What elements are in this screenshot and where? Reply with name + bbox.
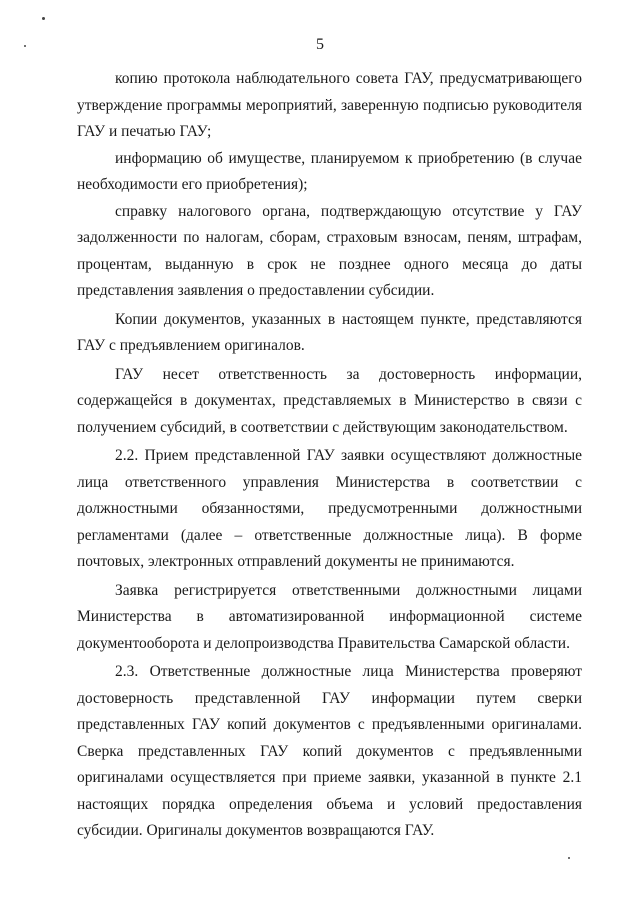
page-number: 5	[316, 36, 324, 53]
scan-speck	[568, 857, 570, 859]
paragraph-2-3: 2.3. Ответственные должностные лица Министерства проверяют достоверность представленной ГАУ информации путем сверки представленных ГАУ копий документов с предъявленными оригиналами. Сверка представленных ГАУ копий документов с предъявленными оригиналами осуществляется при приеме заявки, указанной в пункте 2.1 настоящих порядка определения объема и условий предоставления субсидии. Оригиналы документов возвращаются ГАУ.	[77, 663, 582, 839]
document-body	[77, 66, 582, 845]
paragraph-tax-certificate: справку налогового органа, подтверждающую отсутствие у ГАУ задолженности по налогам, сборам, страховым взносам, пеням, штрафам, процентам, выданную в срок не позднее одного месяца до даты представления заявления о предоставлении субсидии.	[77, 202, 582, 299]
paragraph-2-2: 2.2. Прием представленной ГАУ заявки осуществляют должностные лица ответственного управления Министерства в соответствии с должностными обязанностями, предусмотренными должностными регламентами (далее – ответственные должностные лица). В форме почтовых, электронных отправлений документы не принимаются.	[77, 447, 582, 570]
paragraph-registration: Заявка регистрируется ответственными должностными лицами Министерства в автоматизированной информационной системе документооборота и делопроизводства Правительства Самарской области.	[77, 581, 582, 652]
paragraph-property-info: информацию об имуществе, планируемом к приобретению (в случае необходимости его приобретения);	[77, 149, 582, 193]
scan-speck	[42, 17, 45, 20]
paragraph-protocol-copy: копию протокола наблюдательного совета ГАУ, предусматривающего утверждение программы мероприятий, заверенную подписью руководителя ГАУ и печатью ГАУ;	[77, 70, 582, 140]
paragraph-copies: Копии документов, указанных в настоящем пункте, представляются ГАУ с предъявлением оригиналов.	[77, 310, 582, 354]
paragraph-responsibility: ГАУ несет ответственность за достоверность информации, содержащейся в документах, представляемых в Министерство в связи с получением субсидий, в соответствии с действующим законодательством.	[77, 365, 582, 436]
